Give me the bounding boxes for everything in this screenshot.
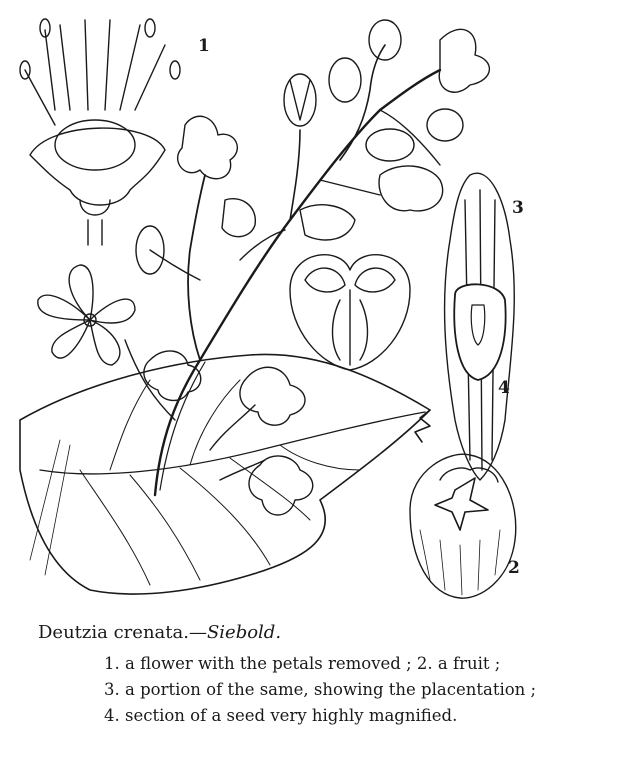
leaf-illustration — [20, 354, 430, 594]
figure-caption — [38, 622, 628, 729]
detail-fruit — [410, 454, 516, 598]
caption-title — [38, 622, 628, 643]
detail-capsule-section — [290, 255, 410, 370]
figure-label-3: 3 — [512, 198, 524, 218]
caption-dash: — — [188, 622, 207, 643]
caption-line-1: 1. a flower with the petals removed ; 2. a fruit ; — [104, 654, 501, 673]
detail-open-flower — [38, 265, 135, 365]
figure-label-1: 1 — [198, 36, 210, 56]
figure-label-4: 4 — [498, 378, 510, 398]
caption-line-2: 3. a portion of the same, showing the placentation ; — [104, 680, 537, 699]
detail-flower-petals-removed — [20, 19, 180, 245]
detail-placentation — [445, 173, 515, 480]
figure-label-2: 2 — [508, 558, 520, 578]
author-name: Siebold. — [206, 622, 282, 643]
species-name: Deutzia crenata. — [38, 622, 189, 643]
caption-line-3: 4. section of a seed very highly magnified. — [104, 706, 458, 725]
stem-illustration — [125, 45, 440, 495]
